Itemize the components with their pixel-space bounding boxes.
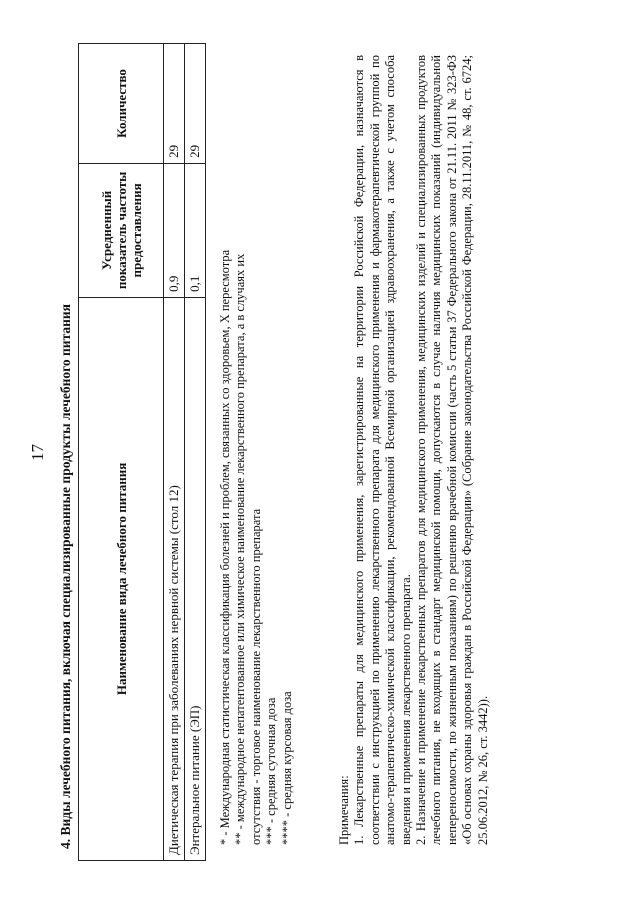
table-row xyxy=(164,44,185,861)
row-quantity: 29 xyxy=(164,44,185,164)
note-item: 1. Лекарственные препараты для медицинского применения, зарегистрированные на территории Российской Федерации, назначаются в соответствии с инструкцией по применению лекарственного препарата для медицинского применения и фармакотерапевтической группой по анатомо-терапевтическо-химической классификации, рекомендованной Всемирной организацией здравоохранения, а также с учетом способа введения и применения лекарственного препарата. xyxy=(352,55,413,845)
section-title: 4. Виды лечебного питания, включая специализированные продукты лечебного питания xyxy=(58,304,73,849)
row-quantity: 29 xyxy=(185,44,206,164)
row-name: Энтеральное питание (ЭП) xyxy=(185,297,206,860)
page-number: 17 xyxy=(28,444,47,461)
nutrition-table-wrapper xyxy=(78,43,206,861)
note-item: 2. Назначение и применение лекарственных препаратов для медицинского применения, медицинских изделий и специализированных продуктов лечебного питания, не входящих в стандарт медицинской помощи, допускаются в случае наличия медицинских показаний (индивидуальной непереносимости, по жизненным показаниям) по решению врачебной комиссии (часть 5 статьи 37 Федерального закона от 21.11. 2011 № 323-ФЗ «Об основах охраны здоровья граждан в Российской Федерации» (Собрание законодательства Российской Федерации, 28.11.2011, № 48, ст. 6724; 25.06.2012, № 26, ст. 3442)). xyxy=(414,55,490,845)
notes-heading: Примечания: xyxy=(337,775,351,845)
header-name: Наименование вида лечебного питания xyxy=(79,297,164,860)
footnotes xyxy=(218,65,295,845)
footnote: ** - международное непатентованное или химическое наименование лекарственного препарата, а в случаях их xyxy=(233,253,248,845)
table-row xyxy=(185,44,206,861)
nutrition-table xyxy=(78,43,206,861)
footnote: **** - средняя курсовая доза xyxy=(279,691,294,845)
header-frequency: Усредненный показатель частоты предоставления xyxy=(79,163,164,297)
row-frequency: 0,1 xyxy=(185,163,206,297)
row-name: Диетическая терапия при заболеваниях нервной системы (стол 12) xyxy=(164,297,185,860)
footnote: отсутствия - торговое наименование лекарственного препарата xyxy=(248,508,263,845)
header-quantity: Количество xyxy=(79,44,164,164)
notes-section xyxy=(337,55,491,845)
table-header-row xyxy=(79,44,164,861)
footnote: *** - средняя суточная доза xyxy=(264,697,279,845)
row-frequency: 0,9 xyxy=(164,163,185,297)
footnote: * - Международная статистическая классификация болезней и проблем, связанных со здоровьем, X пересмотра xyxy=(218,249,232,845)
